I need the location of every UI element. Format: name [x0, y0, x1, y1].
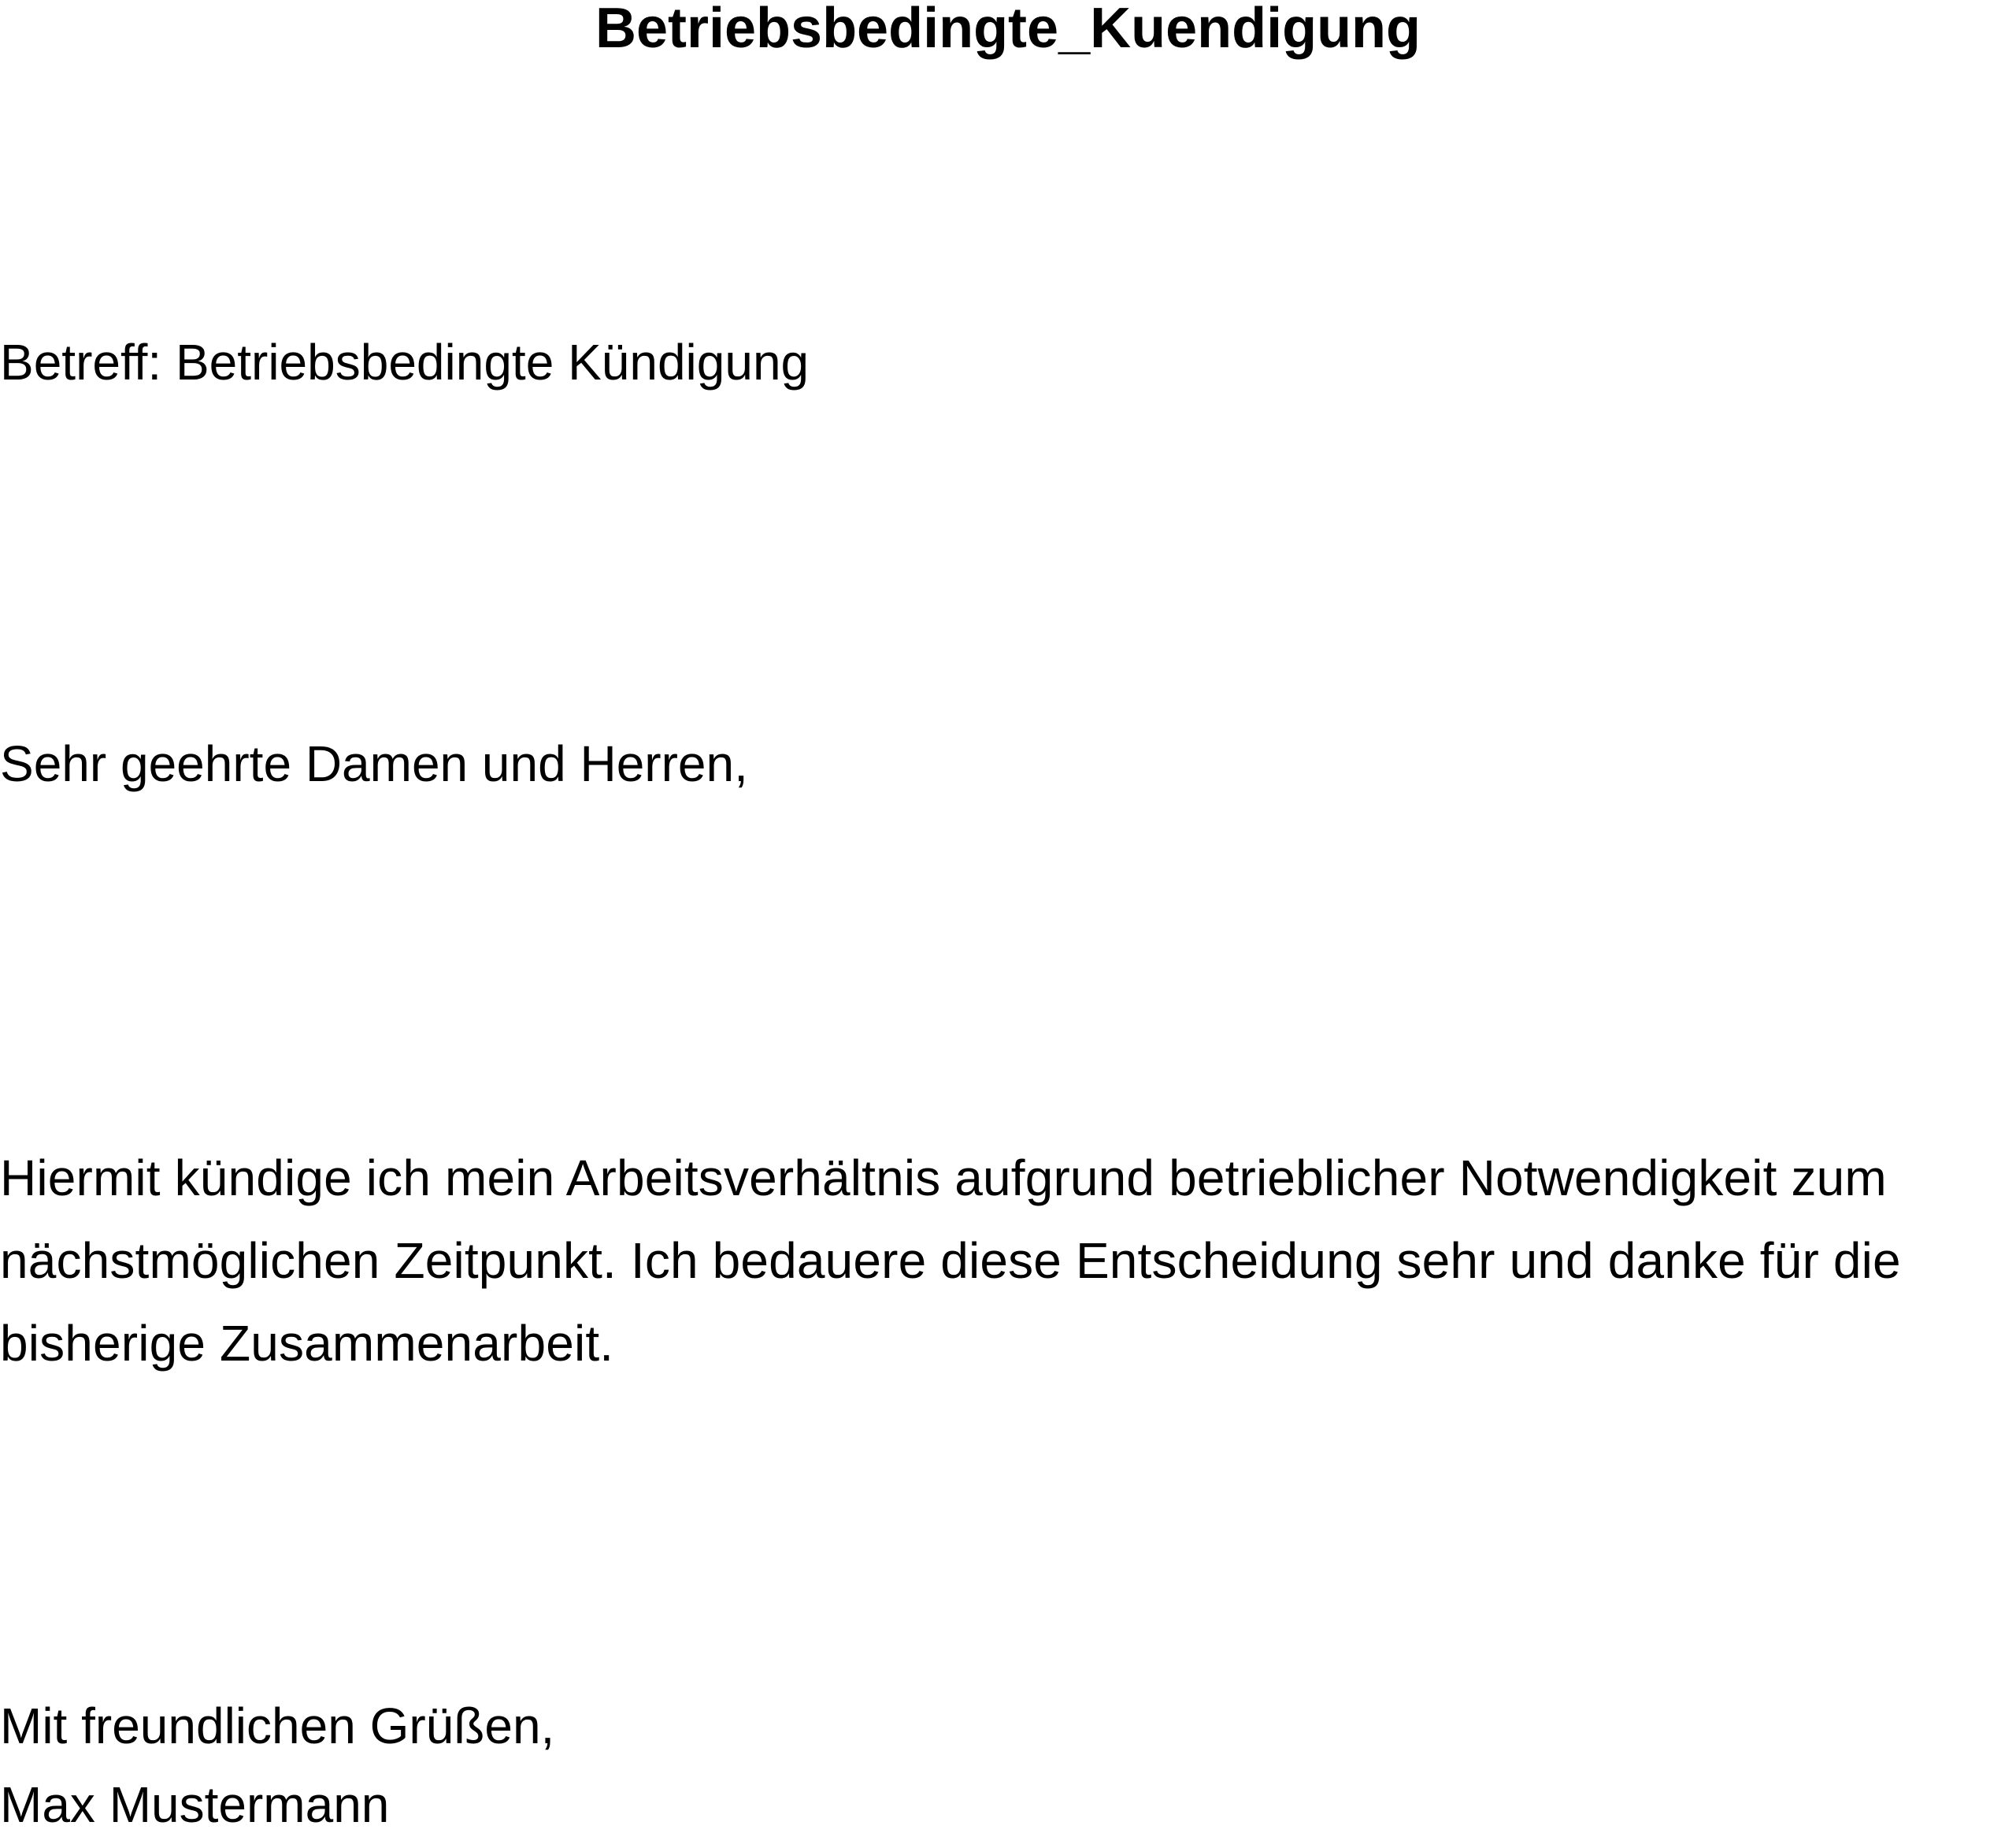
signature-name: Max Mustermann — [0, 1776, 390, 1833]
salutation: Sehr geehrte Damen und Herren, — [0, 735, 748, 792]
subject-line: Betreff: Betriebsbedingte Kündigung — [0, 334, 810, 391]
body-paragraph: Hiermit kündige ich mein Arbeitsverhältnis aufgrund betrieblicher Notwendigkeit zum nächstmöglichen Zeitpunkt. Ich bedauere diese Entscheidung sehr und danke für die bisherige Zusammenarbeit. — [0, 1150, 1901, 1372]
closing-line: Mit freundlichen Grüßen, — [0, 1698, 555, 1754]
document-title: Betriebsbedingte_Kuendigung — [595, 0, 1421, 60]
